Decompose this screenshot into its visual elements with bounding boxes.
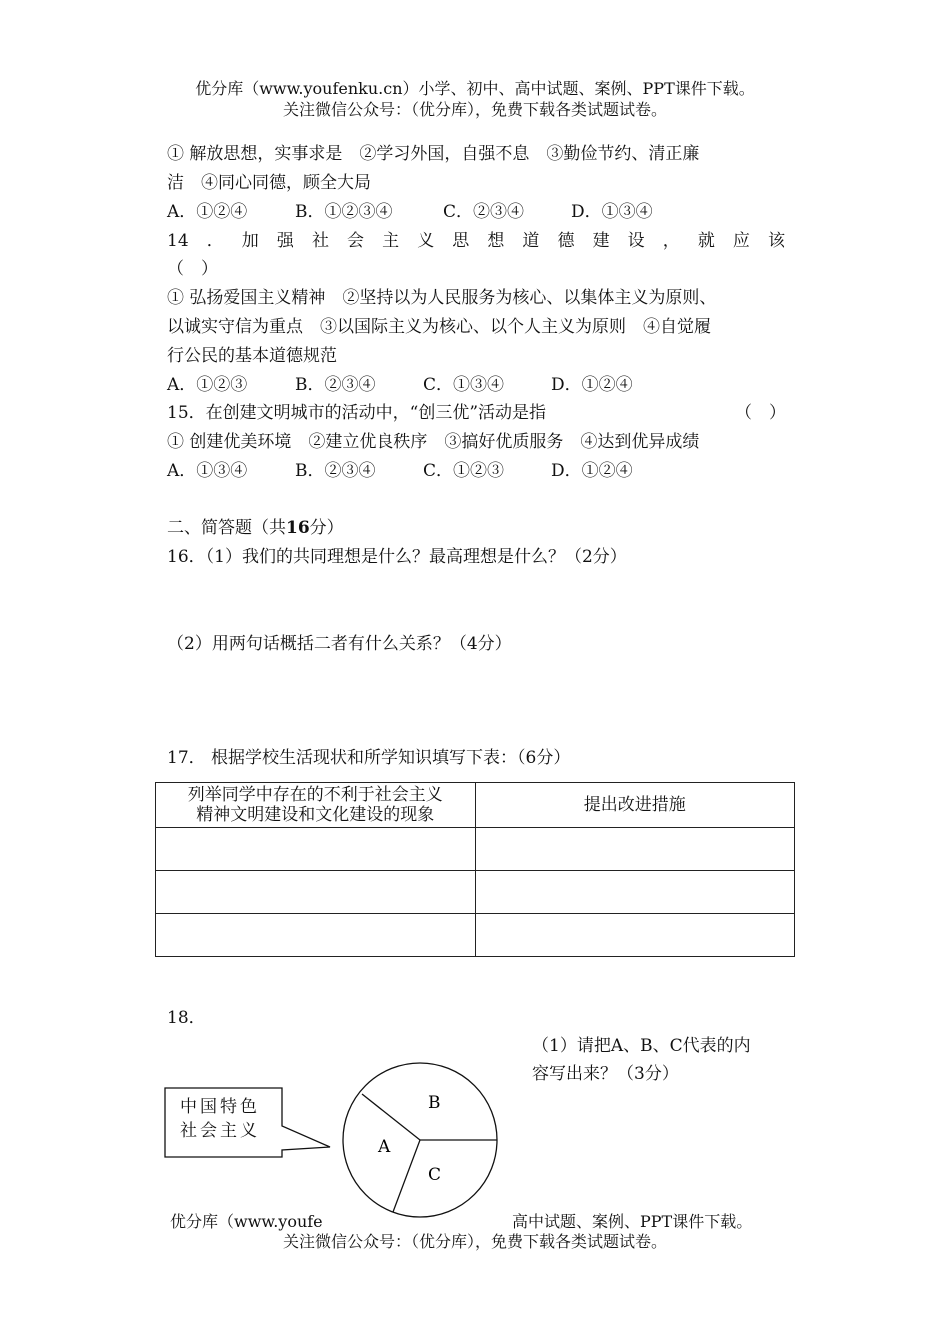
callout-line-1: 中国特色 bbox=[180, 1097, 260, 1117]
q16-part-2: （2）用两句话概括二者有什么关系？（4分） bbox=[167, 634, 512, 654]
q13-option-d: D．①③④ bbox=[571, 202, 653, 222]
header-line-2: 关注微信公众号：（优分库），免费下载各类试题试卷。 bbox=[282, 100, 667, 119]
q13-option-a: A．①②④ bbox=[167, 202, 248, 222]
q14-option-b: B．②③④ bbox=[295, 375, 376, 395]
q13-statement-1: ① 解放思想，实事求是 ②学习外国，自强不息 ③勤俭节约、清正廉 bbox=[167, 144, 700, 164]
q16-part-1: 16．（1）我们的共同理想是什么？最高理想是什么？（2分） bbox=[167, 547, 627, 567]
section-2-points: 16 bbox=[286, 518, 310, 538]
section-2-prefix: 二、简答题（共 bbox=[167, 518, 286, 538]
q13-option-c: C．②③④ bbox=[443, 202, 525, 222]
callout-line-2: 社会主义 bbox=[180, 1121, 260, 1141]
q13-statement-2: 洁 ④同心同德，顾全大局 bbox=[167, 173, 371, 193]
q18-prompt-line-1: （1）请把A、B、C代表的内 bbox=[532, 1036, 751, 1056]
pie-label-b: B bbox=[428, 1093, 441, 1113]
q14-statement-1: ① 弘扬爱国主义精神 ②坚持以为人民服务为核心、以集体主义为原则、 bbox=[167, 288, 717, 308]
q18-number: 18． bbox=[167, 1008, 206, 1028]
q13-option-b: B．①②③④ bbox=[295, 202, 393, 222]
table-header-phenomena-line-1: 列举同学中存在的不利于社会主义 bbox=[187, 785, 443, 805]
q14-option-a: A．①②③ bbox=[167, 375, 248, 395]
section-2-suffix: 分） bbox=[309, 518, 344, 538]
table-header-phenomena-line-2: 精神文明建设和文化建设的现象 bbox=[196, 805, 435, 825]
table-header-measures: 提出改进措施 bbox=[475, 783, 795, 828]
footer-line-2: 关注微信公众号：（优分库），免费下载各类试题试卷。 bbox=[282, 1232, 667, 1251]
q15-option-a: A．①③④ bbox=[167, 461, 248, 481]
q15-option-d: D．①②④ bbox=[551, 461, 633, 481]
q15-option-c: C．①②③ bbox=[423, 461, 505, 481]
q18-prompt-line-2: 容写出来？（3分） bbox=[532, 1064, 679, 1084]
q15-stem: 15．在创建文明城市的活动中，“创三优”活动是指 bbox=[167, 403, 547, 423]
q17-stem: 17． 根据学校生活现状和所学知识填写下表：（6分） bbox=[167, 748, 571, 768]
pie-label-a: A bbox=[378, 1137, 391, 1157]
q15-answer-paren: （ ） bbox=[735, 403, 786, 423]
q15-option-b: B．②③④ bbox=[295, 461, 376, 481]
q14-answer-paren: （ ） bbox=[167, 259, 218, 279]
q14-statement-2: 以诚实守信为重点 ③以国际主义为核心、以个人主义为原则 ④自觉履 bbox=[167, 317, 711, 337]
footer-line-1-left: 优分库（www.youfe bbox=[170, 1212, 323, 1231]
header-line-1: 优分库（www.youfenku.cn）小学、初中、高中试题、案例、PPT课件下载。 bbox=[195, 79, 755, 98]
pie-label-c: C bbox=[428, 1165, 442, 1185]
q14-statement-3: 行公民的基本道德规范 bbox=[167, 346, 337, 366]
q14-option-d: D．①②④ bbox=[551, 375, 633, 395]
footer-line-1-right: 高中试题、案例、PPT课件下载。 bbox=[512, 1212, 753, 1231]
q14-option-c: C．①③④ bbox=[423, 375, 505, 395]
q15-statement: ① 创建优美环境 ②建立优良秩序 ③搞好优质服务 ④达到优异成绩 bbox=[167, 432, 700, 452]
q14-stem: 14．加强社会主义思想道德建设，就应该 bbox=[167, 231, 785, 251]
